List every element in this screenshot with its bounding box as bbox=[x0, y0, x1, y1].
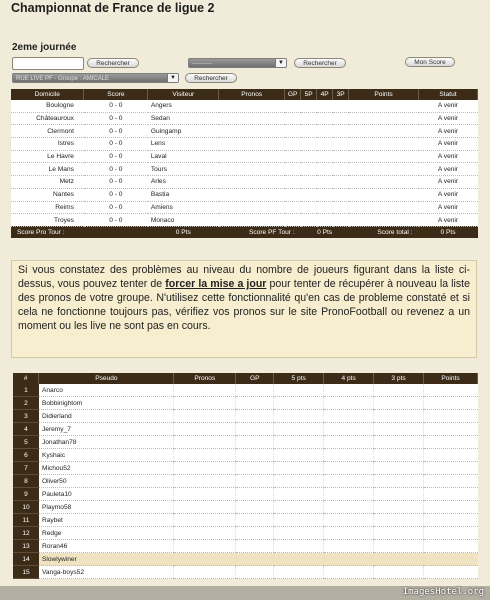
player-pseudo[interactable]: Bobbinightom bbox=[39, 397, 174, 410]
match-pronos bbox=[219, 214, 285, 227]
match-4p bbox=[317, 150, 333, 163]
match-pronos bbox=[219, 163, 285, 176]
player-4pts bbox=[324, 410, 374, 423]
player-pronos bbox=[174, 553, 236, 566]
player-3pts bbox=[374, 397, 424, 410]
match-score: 0 - 0 bbox=[84, 112, 148, 125]
col-gp: GP bbox=[236, 373, 274, 384]
player-pseudo[interactable]: Pauleta10 bbox=[39, 488, 174, 501]
match-gp bbox=[285, 112, 301, 125]
player-rank: 3 bbox=[13, 410, 39, 423]
player-3pts bbox=[374, 423, 424, 436]
player-3pts bbox=[374, 514, 424, 527]
match-3p bbox=[333, 201, 349, 214]
match-gp bbox=[285, 201, 301, 214]
match-away-team: Sedan bbox=[148, 112, 219, 125]
player-pseudo[interactable]: Raybet bbox=[39, 514, 174, 527]
match-4p bbox=[317, 100, 333, 112]
player-pseudo[interactable]: Playmo58 bbox=[39, 501, 174, 514]
player-points bbox=[424, 488, 478, 501]
match-points bbox=[349, 138, 419, 151]
page-title: Championnat de France de ligue 2 bbox=[11, 1, 215, 15]
player-pseudo[interactable]: Anarco bbox=[39, 384, 174, 397]
match-away-team: Bastia bbox=[148, 188, 219, 201]
player-row bbox=[13, 527, 478, 540]
match-4p bbox=[317, 112, 333, 125]
search-button-3[interactable]: Rechercher bbox=[185, 73, 237, 83]
player-pronos bbox=[174, 449, 236, 462]
match-status: A venir bbox=[419, 138, 478, 151]
match-gp bbox=[285, 188, 301, 201]
player-rank: 12 bbox=[13, 527, 39, 540]
match-3p bbox=[333, 125, 349, 138]
player-pronos bbox=[174, 566, 236, 579]
match-score: 0 - 0 bbox=[84, 150, 148, 163]
match-3p bbox=[333, 150, 349, 163]
player-points bbox=[424, 527, 478, 540]
player-5pts bbox=[274, 514, 324, 527]
match-gp bbox=[285, 100, 301, 112]
match-3p bbox=[333, 163, 349, 176]
player-4pts bbox=[324, 553, 374, 566]
match-score: 0 - 0 bbox=[84, 201, 148, 214]
player-gp bbox=[236, 566, 274, 579]
player-rank: 15 bbox=[13, 566, 39, 579]
match-5p bbox=[301, 138, 317, 151]
group-select[interactable] bbox=[12, 73, 179, 83]
player-rank: 1 bbox=[13, 384, 39, 397]
player-row bbox=[13, 449, 478, 462]
notice-text-after: pour tenter de récupérer à nouveau la liste des pronos de votre groupe. N'utilisez cette fonctionnalité qu'en cas de probleme constaté et si cela ne fonctionne toujours pas, vérifiez vos pronos sur le site PronoFootball ou revenez a un moment ou les live ne sont pas en cours. bbox=[18, 278, 470, 332]
match-row bbox=[11, 163, 478, 176]
info-notice bbox=[11, 260, 477, 358]
player-gp bbox=[236, 423, 274, 436]
player-5pts bbox=[274, 540, 324, 553]
player-3pts bbox=[374, 384, 424, 397]
player-points bbox=[424, 540, 478, 553]
match-home-team: Troyes bbox=[11, 214, 84, 227]
player-3pts bbox=[374, 488, 424, 501]
match-points bbox=[349, 188, 419, 201]
match-5p bbox=[301, 150, 317, 163]
match-gp bbox=[285, 125, 301, 138]
player-4pts bbox=[324, 462, 374, 475]
match-pronos bbox=[219, 125, 285, 138]
match-score: 0 - 0 bbox=[84, 125, 148, 138]
player-4pts bbox=[324, 384, 374, 397]
match-points bbox=[349, 214, 419, 227]
player-pseudo[interactable]: Roran46 bbox=[39, 540, 174, 553]
player-4pts bbox=[324, 449, 374, 462]
match-5p bbox=[301, 112, 317, 125]
match-4p bbox=[317, 163, 333, 176]
player-5pts bbox=[274, 397, 324, 410]
match-pronos bbox=[219, 100, 285, 112]
col-4pts: 4 pts bbox=[324, 373, 374, 384]
player-row bbox=[13, 501, 478, 514]
match-gp bbox=[285, 150, 301, 163]
match-away-team: Monaco bbox=[148, 214, 219, 227]
match-away-team: Arles bbox=[148, 176, 219, 189]
match-away-team: Angers bbox=[148, 100, 219, 112]
match-status: A venir bbox=[419, 150, 478, 163]
player-gp bbox=[236, 514, 274, 527]
match-home-team: Istres bbox=[11, 138, 84, 151]
match-status: A venir bbox=[419, 188, 478, 201]
player-gp bbox=[236, 553, 274, 566]
player-row bbox=[13, 410, 478, 423]
player-5pts bbox=[274, 475, 324, 488]
match-3p bbox=[333, 100, 349, 112]
player-4pts bbox=[324, 566, 374, 579]
search-input[interactable] bbox=[12, 57, 84, 70]
player-5pts bbox=[274, 449, 324, 462]
match-row bbox=[11, 201, 478, 214]
match-status: A venir bbox=[419, 112, 478, 125]
player-4pts bbox=[324, 475, 374, 488]
player-gp bbox=[236, 384, 274, 397]
player-5pts bbox=[274, 527, 324, 540]
player-rank: 6 bbox=[13, 449, 39, 462]
match-row bbox=[11, 138, 478, 151]
match-pronos bbox=[219, 112, 285, 125]
match-points bbox=[349, 201, 419, 214]
player-pronos bbox=[174, 501, 236, 514]
player-4pts bbox=[324, 423, 374, 436]
player-rank: 5 bbox=[13, 436, 39, 449]
player-points bbox=[424, 462, 478, 475]
player-3pts bbox=[374, 449, 424, 462]
match-away-team: Guingamp bbox=[148, 125, 219, 138]
player-3pts bbox=[374, 475, 424, 488]
match-row bbox=[11, 150, 478, 163]
match-away-team: Amiens bbox=[148, 201, 219, 214]
match-pronos bbox=[219, 176, 285, 189]
player-5pts bbox=[274, 384, 324, 397]
col-visiteur: Visiteur bbox=[148, 89, 219, 100]
match-3p bbox=[333, 176, 349, 189]
player-gp bbox=[236, 488, 274, 501]
match-3p bbox=[333, 138, 349, 151]
search-button-2[interactable]: Rechercher bbox=[294, 58, 346, 68]
match-gp bbox=[285, 214, 301, 227]
match-5p bbox=[301, 201, 317, 214]
player-points bbox=[424, 397, 478, 410]
match-status: A venir bbox=[419, 214, 478, 227]
match-4p bbox=[317, 214, 333, 227]
player-pronos bbox=[174, 397, 236, 410]
player-points bbox=[424, 514, 478, 527]
player-5pts bbox=[274, 488, 324, 501]
player-row bbox=[13, 462, 478, 475]
chevron-down-icon: ▼ bbox=[275, 59, 286, 67]
player-pronos bbox=[174, 488, 236, 501]
score-pf-label: Score PF Tour : bbox=[219, 226, 301, 238]
col-5p: 5P bbox=[301, 89, 317, 100]
player-row bbox=[13, 475, 478, 488]
match-home-team: Reims bbox=[11, 201, 84, 214]
player-4pts bbox=[324, 501, 374, 514]
player-3pts bbox=[374, 553, 424, 566]
match-home-team: Nantes bbox=[11, 188, 84, 201]
player-5pts bbox=[274, 410, 324, 423]
player-points bbox=[424, 566, 478, 579]
match-points bbox=[349, 100, 419, 112]
match-5p bbox=[301, 214, 317, 227]
col-score: Score bbox=[84, 89, 148, 100]
match-home-team: Metz bbox=[11, 176, 84, 189]
search-button[interactable]: Rechercher bbox=[87, 58, 139, 68]
player-rank: 7 bbox=[13, 462, 39, 475]
player-pseudo[interactable]: Redge bbox=[39, 527, 174, 540]
player-gp bbox=[236, 527, 274, 540]
score-total-label: Score total : bbox=[349, 226, 419, 238]
match-points bbox=[349, 163, 419, 176]
match-pronos bbox=[219, 150, 285, 163]
player-row bbox=[13, 553, 478, 566]
match-home-team: Châteauroux bbox=[11, 112, 84, 125]
player-rank: 8 bbox=[13, 475, 39, 488]
match-pronos bbox=[219, 201, 285, 214]
match-home-team: Boulogne bbox=[11, 100, 84, 112]
player-4pts bbox=[324, 527, 374, 540]
player-3pts bbox=[374, 501, 424, 514]
player-pronos bbox=[174, 462, 236, 475]
col-gp: GP bbox=[285, 89, 301, 100]
player-pseudo[interactable]: Jonathan78 bbox=[39, 436, 174, 449]
col-points: Points bbox=[424, 373, 478, 384]
player-pronos bbox=[174, 475, 236, 488]
player-3pts bbox=[374, 436, 424, 449]
col-3pts: 3 pts bbox=[374, 373, 424, 384]
match-away-team: Lens bbox=[148, 138, 219, 151]
score-pro-value: 0 Pts bbox=[148, 226, 219, 238]
player-3pts bbox=[374, 462, 424, 475]
player-4pts bbox=[324, 397, 374, 410]
player-rank: 4 bbox=[13, 423, 39, 436]
match-gp bbox=[285, 138, 301, 151]
match-home-team: Le Mans bbox=[11, 163, 84, 176]
match-points bbox=[349, 112, 419, 125]
match-5p bbox=[301, 176, 317, 189]
match-4p bbox=[317, 201, 333, 214]
player-rank: 10 bbox=[13, 501, 39, 514]
player-points bbox=[424, 449, 478, 462]
match-home-team: Le Havre bbox=[11, 150, 84, 163]
match-3p bbox=[333, 214, 349, 227]
match-pronos bbox=[219, 188, 285, 201]
match-4p bbox=[317, 125, 333, 138]
match-gp bbox=[285, 176, 301, 189]
player-rank: 11 bbox=[13, 514, 39, 527]
players-header-row bbox=[13, 373, 478, 384]
col-pseudo: Pseudo bbox=[39, 373, 174, 384]
matches-header-row bbox=[11, 89, 478, 100]
match-status: A venir bbox=[419, 100, 478, 112]
player-5pts bbox=[274, 462, 324, 475]
match-score: 0 - 0 bbox=[84, 163, 148, 176]
player-row bbox=[13, 566, 478, 579]
player-rank: 2 bbox=[13, 397, 39, 410]
watermark: ImagesHotel.org bbox=[402, 587, 484, 597]
match-score: 0 - 0 bbox=[84, 214, 148, 227]
match-score: 0 - 0 bbox=[84, 188, 148, 201]
player-5pts bbox=[274, 436, 324, 449]
match-status: A venir bbox=[419, 163, 478, 176]
player-pseudo[interactable]: Kyshaic bbox=[39, 449, 174, 462]
player-gp bbox=[236, 397, 274, 410]
player-3pts bbox=[374, 566, 424, 579]
col-domicile: Domicile bbox=[11, 89, 84, 100]
match-score: 0 - 0 bbox=[84, 138, 148, 151]
player-pseudo[interactable]: Michou52 bbox=[39, 462, 174, 475]
match-5p bbox=[301, 188, 317, 201]
player-points bbox=[424, 410, 478, 423]
player-pseudo[interactable]: Oliver50 bbox=[39, 475, 174, 488]
player-3pts bbox=[374, 527, 424, 540]
player-row bbox=[13, 488, 478, 501]
mon-score-button[interactable]: Mon Score bbox=[405, 57, 455, 67]
player-4pts bbox=[324, 436, 374, 449]
player-points bbox=[424, 501, 478, 514]
col-4p: 4P bbox=[317, 89, 333, 100]
player-row bbox=[13, 540, 478, 553]
match-points bbox=[349, 176, 419, 189]
player-points bbox=[424, 553, 478, 566]
col-pronos: Pronos bbox=[219, 89, 285, 100]
player-pronos bbox=[174, 410, 236, 423]
match-4p bbox=[317, 188, 333, 201]
player-pronos bbox=[174, 423, 236, 436]
match-5p bbox=[301, 100, 317, 112]
player-points bbox=[424, 436, 478, 449]
player-rank: 13 bbox=[13, 540, 39, 553]
match-row bbox=[11, 100, 478, 112]
match-row bbox=[11, 112, 478, 125]
col-statut: Statut bbox=[419, 89, 478, 100]
match-3p bbox=[333, 188, 349, 201]
player-rank: 9 bbox=[13, 488, 39, 501]
match-row bbox=[11, 176, 478, 189]
player-points bbox=[424, 384, 478, 397]
match-5p bbox=[301, 125, 317, 138]
player-5pts bbox=[274, 553, 324, 566]
match-row bbox=[11, 214, 478, 227]
player-gp bbox=[236, 410, 274, 423]
player-points bbox=[424, 423, 478, 436]
player-rank: 14 bbox=[13, 553, 39, 566]
notice-text-before: Si vous constatez des problèmes au niveau du nombre de joueurs figurant dans la liste ci-dessus, vous pouvez tenter de bbox=[18, 264, 470, 290]
player-5pts bbox=[274, 423, 324, 436]
match-status: A venir bbox=[419, 176, 478, 189]
score-pro-label: Score Pro Tour : bbox=[11, 226, 148, 238]
match-row bbox=[11, 125, 478, 138]
player-gp bbox=[236, 436, 274, 449]
match-score: 0 - 0 bbox=[84, 176, 148, 189]
col-5pts: 5 pts bbox=[274, 373, 324, 384]
matchday-select-value: ---------- bbox=[192, 61, 212, 67]
player-pseudo[interactable]: Vanga-boys52 bbox=[39, 566, 174, 579]
chevron-down-icon: ▼ bbox=[167, 74, 178, 82]
player-gp bbox=[236, 501, 274, 514]
player-pronos bbox=[174, 527, 236, 540]
player-gp bbox=[236, 462, 274, 475]
player-3pts bbox=[374, 540, 424, 553]
matches-footer-row bbox=[11, 226, 478, 238]
player-5pts bbox=[274, 501, 324, 514]
force-update-link[interactable]: forcer la mise a jour bbox=[165, 278, 267, 290]
player-row bbox=[13, 423, 478, 436]
player-pronos bbox=[174, 540, 236, 553]
match-pronos bbox=[219, 138, 285, 151]
match-status: A venir bbox=[419, 125, 478, 138]
player-row bbox=[13, 397, 478, 410]
player-4pts bbox=[324, 488, 374, 501]
match-away-team: Tours bbox=[148, 163, 219, 176]
player-row bbox=[13, 436, 478, 449]
score-pf-value: 0 Pts bbox=[301, 226, 349, 238]
player-points bbox=[424, 475, 478, 488]
col-pronos: Pronos bbox=[174, 373, 236, 384]
match-5p bbox=[301, 163, 317, 176]
col-3p: 3P bbox=[333, 89, 349, 100]
player-4pts bbox=[324, 514, 374, 527]
score-total-value: 0 Pts bbox=[419, 226, 478, 238]
player-gp bbox=[236, 540, 274, 553]
col-rank: # bbox=[13, 373, 39, 384]
match-score: 0 - 0 bbox=[84, 100, 148, 112]
player-pseudo[interactable]: Didierland bbox=[39, 410, 174, 423]
match-3p bbox=[333, 112, 349, 125]
matchday-select[interactable] bbox=[188, 58, 287, 68]
match-points bbox=[349, 150, 419, 163]
player-pseudo[interactable]: Slowlywiner bbox=[39, 553, 174, 566]
match-points bbox=[349, 125, 419, 138]
player-3pts bbox=[374, 410, 424, 423]
player-4pts bbox=[324, 540, 374, 553]
match-home-team: Clermont bbox=[11, 125, 84, 138]
group-select-value: RUE LIVE PF - Groupe : AMICALE bbox=[16, 76, 110, 82]
col-points: Points bbox=[349, 89, 419, 100]
matches-table bbox=[11, 89, 478, 238]
players-table bbox=[13, 373, 478, 579]
match-4p bbox=[317, 138, 333, 151]
player-row bbox=[13, 384, 478, 397]
player-gp bbox=[236, 475, 274, 488]
round-label: 2eme journée bbox=[12, 42, 77, 53]
match-status: A venir bbox=[419, 201, 478, 214]
player-pronos bbox=[174, 384, 236, 397]
player-gp bbox=[236, 449, 274, 462]
match-gp bbox=[285, 163, 301, 176]
match-row bbox=[11, 188, 478, 201]
player-pronos bbox=[174, 514, 236, 527]
match-away-team: Laval bbox=[148, 150, 219, 163]
player-row bbox=[13, 514, 478, 527]
player-pseudo[interactable]: Jeremy_7 bbox=[39, 423, 174, 436]
player-pronos bbox=[174, 436, 236, 449]
match-4p bbox=[317, 176, 333, 189]
player-5pts bbox=[274, 566, 324, 579]
